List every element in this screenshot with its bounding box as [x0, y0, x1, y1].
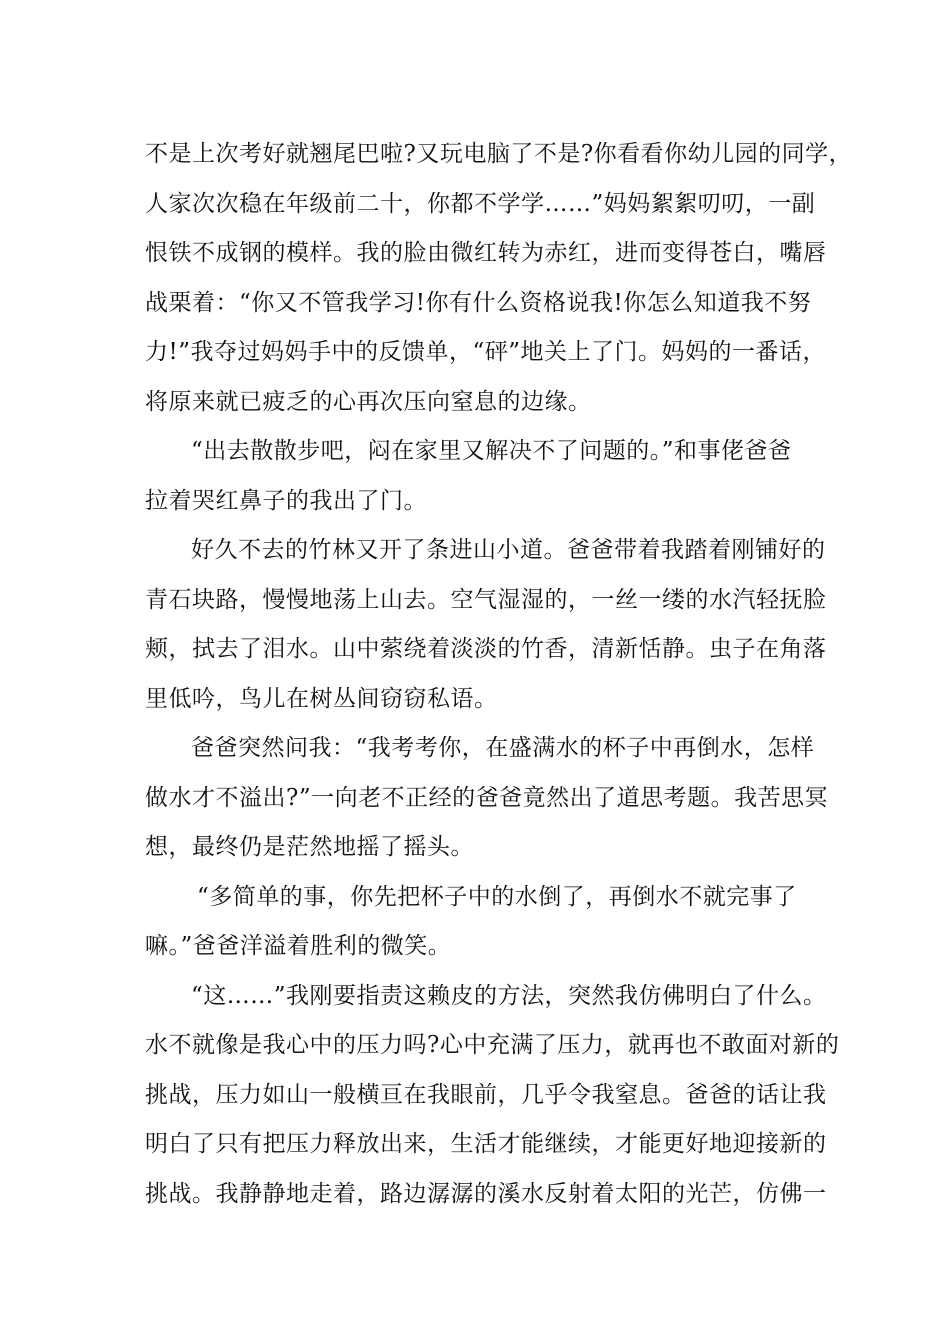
- body-text: [145, 130, 853, 1219]
- paragraph-first-line: “多简单的事，你先把杯子中的水倒了，再倒水不就完事了: [197, 883, 797, 910]
- text-line: 青石块路，慢慢地荡上山去。空气湿湿的，一丝一缕的水汽轻抚脸: [145, 586, 827, 613]
- paragraph-first-line: 好久不去的竹林又开了条进山小道。爸爸带着我踏着刚铺好的: [191, 537, 826, 563]
- text-line: 人家次次稳在年级前二十，你都不学学……”妈妈絮絮叨叨，一副: [145, 190, 816, 217]
- text-line: 拉着哭红鼻子的我出了门。: [145, 487, 427, 514]
- text-line: 将原来就已疲乏的心再次压向窒息的边缘。: [145, 388, 592, 415]
- text-line: 挑战。我静静地走着，路边潺潺的溪水反射着太阳的光芒，仿佛一: [145, 1180, 827, 1207]
- text-line: 水不就像是我心中的压力吗?心中充满了压力，就再也不敢面对新的: [145, 1032, 840, 1058]
- text-line: 想，最终仍是茫然地摇了摇头。: [145, 834, 474, 860]
- text-line: 里低吟，鸟儿在树丛间窃窃私语。: [145, 685, 498, 712]
- text-line: 做水才不溢出?”一向老不正经的爸爸竟然出了道思考题。我苦思冥: [145, 784, 829, 811]
- text-line: 颊，拭去了泪水。山中萦绕着淡淡的竹香，清新恬静。虫子在角落: [145, 636, 827, 662]
- text-line: 恨铁不成钢的模样。我的脸由微红转为赤红，进而变得苍白，嘴唇: [145, 240, 827, 266]
- text-line: 挑战，压力如山一般横亘在我眼前，几乎令我窒息。爸爸的话让我: [145, 1081, 827, 1108]
- text-line: 嘛。”爸爸洋溢着胜利的微笑。: [145, 933, 452, 959]
- text-line: 力!”我夺过妈妈手中的反馈单，“砰”地关上了门。妈妈的一番话，: [145, 339, 827, 365]
- text-line: 不是上次考好就翘尾巴啦?又玩电脑了不是?你看看你幼儿园的同学，: [145, 141, 853, 167]
- paragraph-first-line: 爸爸突然问我：“我考考你，在盛满水的杯子中再倒水，怎样: [191, 735, 815, 761]
- paragraph-first-line: “出去散散步吧，闷在家里又解决不了问题的。”和事佬爸爸: [191, 438, 792, 464]
- paragraph-first-line: “这……”我刚要指责这赖皮的方法，突然我仿佛明白了什么。: [191, 982, 827, 1009]
- text-line: 明白了只有把压力释放出来，生活才能继续，才能更好地迎接新的: [145, 1131, 827, 1157]
- text-line: 战栗着：“你又不管我学习!你有什么资格说我!你怎么知道我不努: [145, 289, 812, 316]
